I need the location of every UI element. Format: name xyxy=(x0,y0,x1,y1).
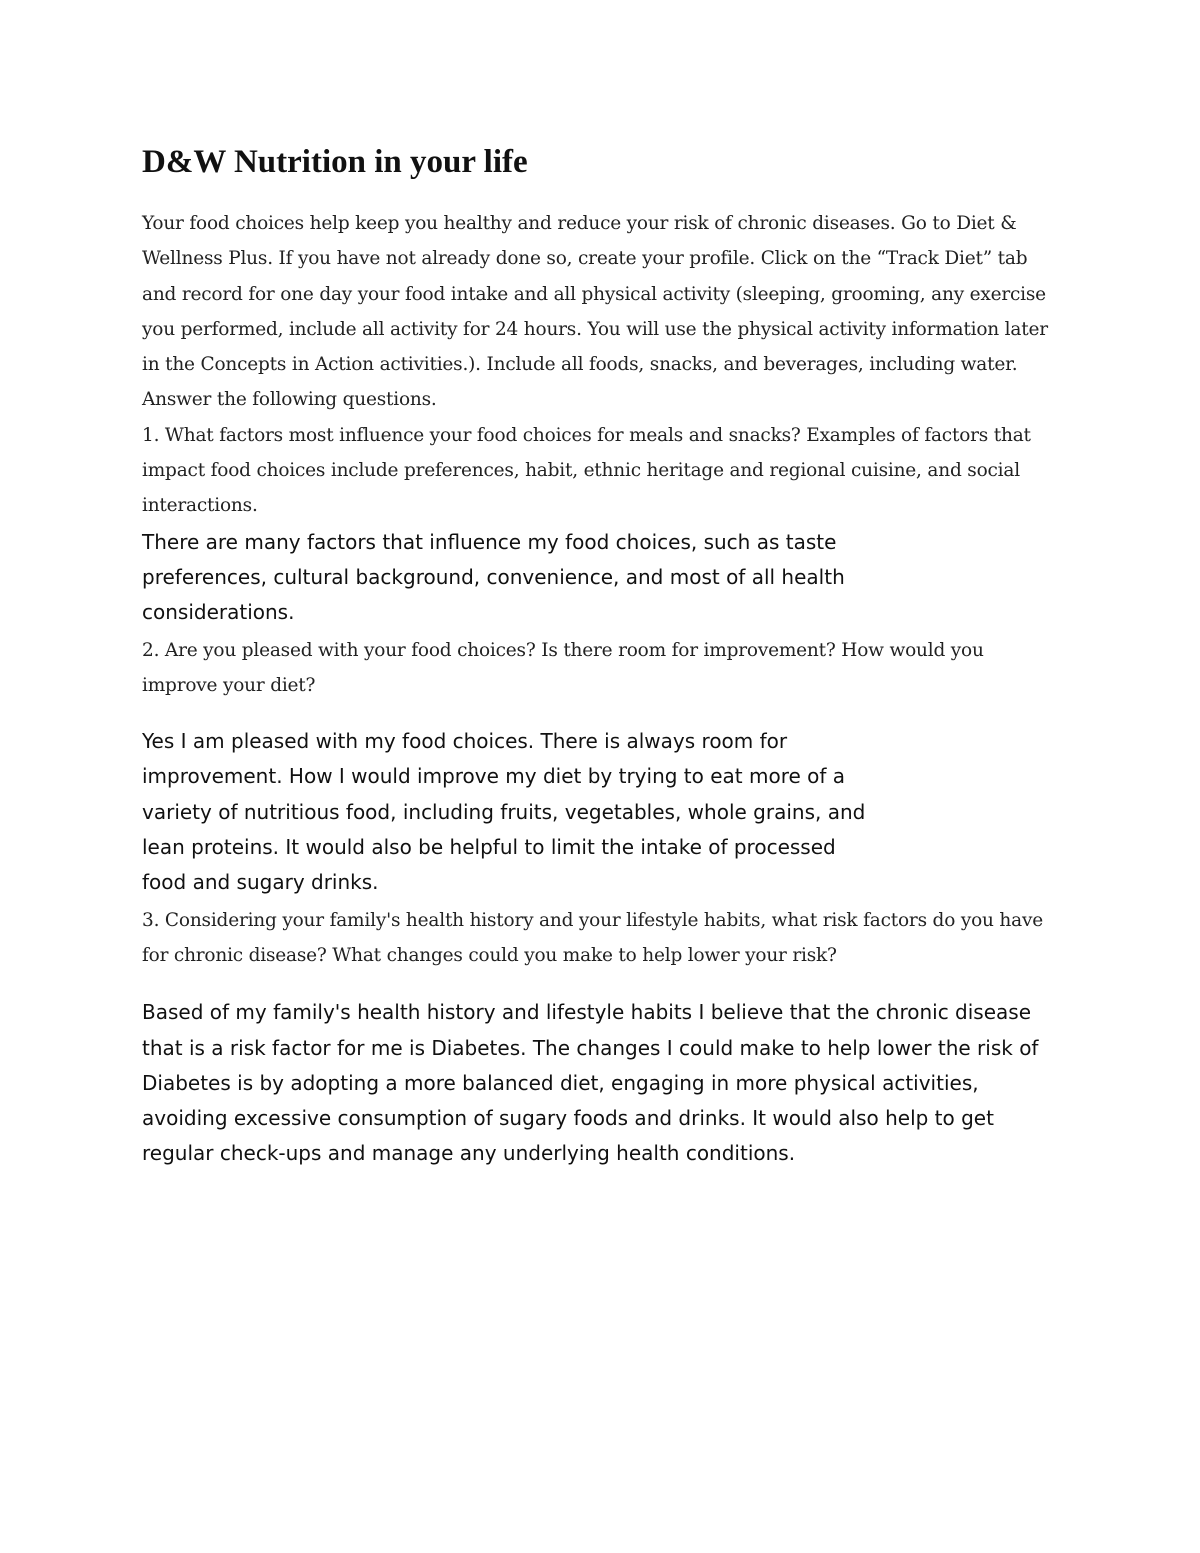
document-title: D&W Nutrition in your life xyxy=(142,144,528,180)
answer-3: Based of my family's health history and lifestyle habits I believe that the chronic disease that is a risk factor for me is Diabetes. The changes I could make to help lower the risk of Diabetes is by adopting a more balanced diet, engaging in more physical activities, avoiding excessive consumption of sugary foods and drinks. It would also help to get regular check-ups and manage any underlying health conditions. xyxy=(142,1000,1039,1166)
intro-paragraph: Your food choices help keep you healthy and reduce your risk of chronic diseases. Go to Diet & Wellness Plus. If you have not already done so, create your profile. Click on the “Track Diet” tab and record for one day your food intake and all physical activity (sleeping, grooming, any exercise you performed, include all activity for 24 hours. You will use the physical activity information later in the Concepts in Action activities.). Include all foods, snacks, and beverages, including water. Answer the following questions. xyxy=(142,213,1048,411)
question-2: 2. Are you pleased with your food choices? Is there room for improvement? How would you improve your diet? xyxy=(142,639,984,696)
answer-2: Yes I am pleased with my food choices. There is always room for improvement. How I would improve my diet by trying to eat more of a variety of nutritious food, including fruits, vegetables, whole grains, and lean proteins. It would also be helpful to limit the intake of processed food and sugary drinks. xyxy=(142,729,866,895)
question-1: 1. What factors most influence your food choices for meals and snacks? Examples of factors that impact food choices include preferences, habit, ethnic heritage and regional cuisine, and social interactions. xyxy=(142,424,1031,517)
answer-1: There are many factors that influence my food choices, such as taste preferences, cultural background, convenience, and most of all health considerations. xyxy=(142,529,845,625)
document-page xyxy=(142,140,1062,1172)
question-3: 3. Considering your family's health history and your lifestyle habits, what risk factors do you have for chronic disease? What changes could you make to help lower your risk? xyxy=(142,909,1043,966)
